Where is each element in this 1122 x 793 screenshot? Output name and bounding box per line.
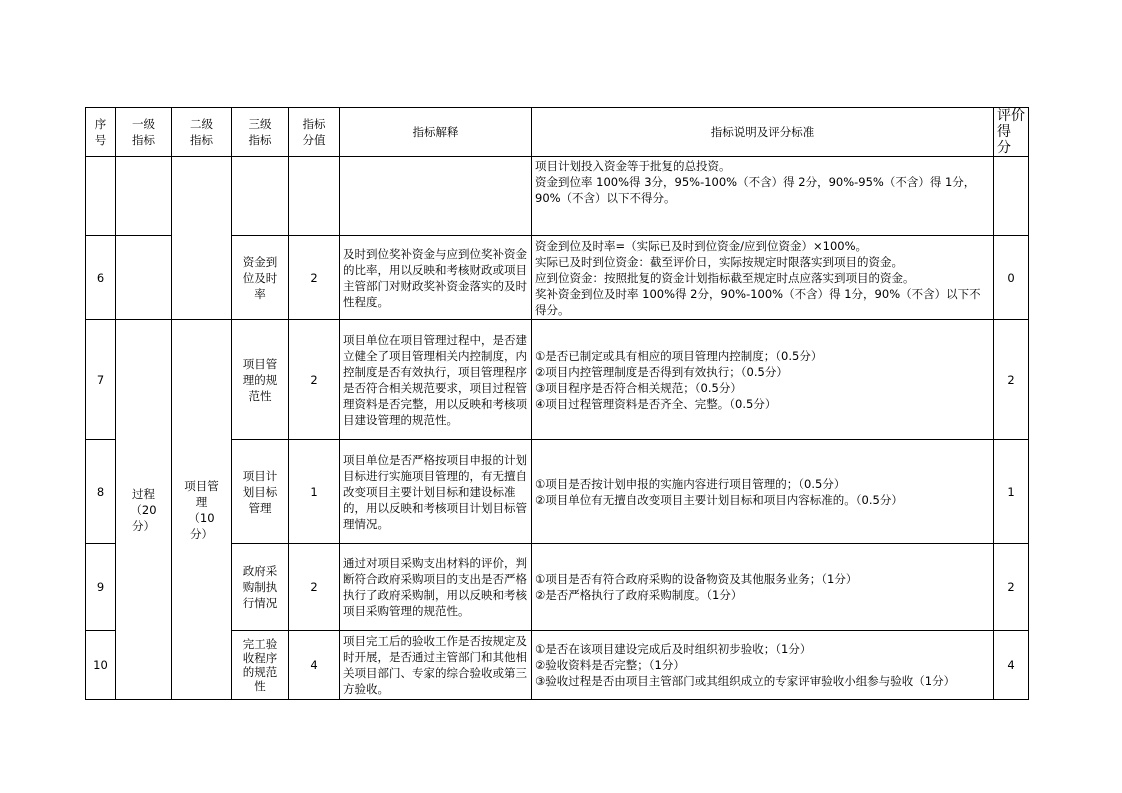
level1-cell-empty	[116, 157, 172, 236]
row-explanation: 及时到位奖补资金与应到位奖补资金的比率，用以反映和考核财政或项目主管部门对财政奖补资金落实的及时性程度。	[340, 236, 532, 320]
row-score	[994, 157, 1029, 236]
row-name: 完工验 收程序 的规范 性	[232, 631, 289, 700]
level2-cell-project-mgmt: 项目管 理 （10 分）	[172, 320, 232, 700]
row-explanation	[340, 157, 532, 236]
header-no-text: 序 号	[94, 117, 107, 147]
table-row	[86, 320, 1029, 440]
header-weight-text: 指标 分值	[302, 117, 326, 147]
row-weight: 2	[289, 320, 340, 440]
level2-cell-empty	[172, 157, 232, 320]
criteria-line: ④项目过程管理资料是否齐全、完整。（0.5分）	[535, 396, 777, 411]
row-explanation: 项目完工后的验收工作是否按规定及时开展，是否通过主管部门和其他相关项目部门、专家的综合验收或第三方验收。	[340, 631, 532, 700]
row-explanation: 通过对项目采购支出材料的评价，判断符合政府采购项目的支出是否严格执行了政府采购制，用以反映和考核项目采购管理的规范性。	[340, 544, 532, 631]
row-no: 10	[86, 631, 116, 700]
criteria-line: ①项目是否有符合政府采购的设备物资及其他服务业务；（1分）	[535, 572, 858, 586]
row-score: 2	[994, 544, 1029, 631]
header-level2-text: 二级 指标	[190, 117, 213, 147]
criteria-line: ①是否已制定或具有相应的项目管理内控制度；（0.5分）	[535, 348, 823, 363]
header-criteria-text: 指标说明及评分标准	[710, 125, 815, 139]
header-criteria	[532, 108, 994, 157]
row-weight: 2	[289, 544, 340, 631]
row-weight: 1	[289, 440, 340, 544]
row-no: 7	[86, 320, 116, 440]
header-weight	[289, 108, 340, 157]
row-no: 8	[86, 440, 116, 544]
row-score: 4	[994, 631, 1029, 700]
row-name: 项目计 划目标 管理	[232, 440, 289, 544]
header-level3-text: 三级 指标	[248, 117, 272, 147]
row-score: 1	[994, 440, 1029, 544]
row-no: 6	[86, 236, 116, 320]
row-weight: 2	[289, 236, 340, 320]
row-criteria	[532, 440, 994, 544]
criteria-line: ②项目内控管理制度是否得到有效执行；（0.5分）	[535, 364, 788, 379]
row-score: 2	[994, 320, 1029, 440]
header-score	[994, 108, 1029, 157]
header-level1-text: 一级 指标	[132, 117, 155, 147]
criteria-line: ②是否严格执行了政府采购制度。（1分）	[535, 588, 743, 602]
row-no: 9	[86, 544, 116, 631]
row-name: 资金到 位及时 率	[232, 236, 289, 320]
row-no	[86, 157, 116, 236]
row-criteria	[532, 544, 994, 631]
row-criteria	[532, 236, 994, 320]
header-level1	[116, 108, 172, 157]
row-explanation: 项目单位在项目管理过程中，是否建立健全了项目管理相关内控制度，内控制度是否有效执行，项目管理程序是否符合相关规范要求，项目过程管理资料是否完整，用以反映和考核项目建设管理的规范性。	[340, 320, 532, 440]
header-level3	[232, 108, 289, 157]
criteria-line: ③项目程序是否符合相关规范；（0.5分）	[535, 380, 742, 395]
row-weight	[289, 157, 340, 236]
table-row	[86, 157, 1029, 236]
level1-cell-process: 过程 （20 分）	[116, 320, 172, 700]
row-criteria	[532, 157, 994, 236]
row-explanation: 项目单位是否严格按项目申报的计划目标进行实施项目管理的，有无擅自改变项目主要计划目标和建设标准的，用以反映和考核项目计划目标管理情况。	[340, 440, 532, 544]
row-name	[232, 157, 289, 236]
criteria-line: 实际已及时到位资金：截至评价日，实际按规定时限落实到项目的资金。	[535, 254, 903, 269]
criteria-line: ③验收过程是否由项目主管部门或其组织成立的专家评审验收小组参与验收（1分）	[535, 674, 956, 688]
header-explanation-text: 指标解释	[412, 125, 459, 139]
criteria-line: ①是否在该项目建设完成后及时组织初步验收；（1分）	[535, 642, 812, 656]
row-score: 0	[994, 236, 1029, 320]
level1-cell-empty	[116, 236, 172, 320]
evaluation-table	[85, 107, 1029, 700]
criteria-line: ①项目是否按计划申报的实施内容进行项目管理的；（0.5分）	[535, 476, 846, 491]
header-explanation	[340, 108, 532, 157]
criteria-line: 项目计划投入资金等于批复的总投资。	[535, 159, 731, 173]
header-level2	[172, 108, 232, 157]
header-no	[86, 108, 116, 157]
criteria-line: 资金到位及时率=（实际已及时到位资金/应到位资金）×100%。	[535, 238, 868, 253]
criteria-line: 奖补资金到位及时率 100%得 2分，90%-100%（不含）得 1分，90%（不含）以下不得分。	[535, 286, 981, 317]
row-weight: 4	[289, 631, 340, 700]
criteria-line: 资金到位率 100%得 3分，95%-100%（不含）得 2分，90%-95%（不含）得 1分，90%（不含）以下不得分。	[535, 175, 976, 205]
criteria-line: ②项目单位有无擅自改变项目主要计划目标和项目内容标准的。（0.5分）	[535, 492, 903, 507]
criteria-line: ②验收资料是否完整；（1分）	[535, 658, 685, 672]
row-criteria	[532, 320, 994, 440]
criteria-line: 应到位资金：按照批复的资金计划指标截至规定时点应落实到项目的资金。	[535, 270, 915, 285]
row-criteria	[532, 631, 994, 700]
header-row	[86, 108, 1029, 157]
row-name: 项目管 理的规 范性	[232, 320, 289, 440]
header-score-text: 评价得 分	[997, 108, 1025, 156]
row-name: 政府采 购制执 行情况	[232, 544, 289, 631]
